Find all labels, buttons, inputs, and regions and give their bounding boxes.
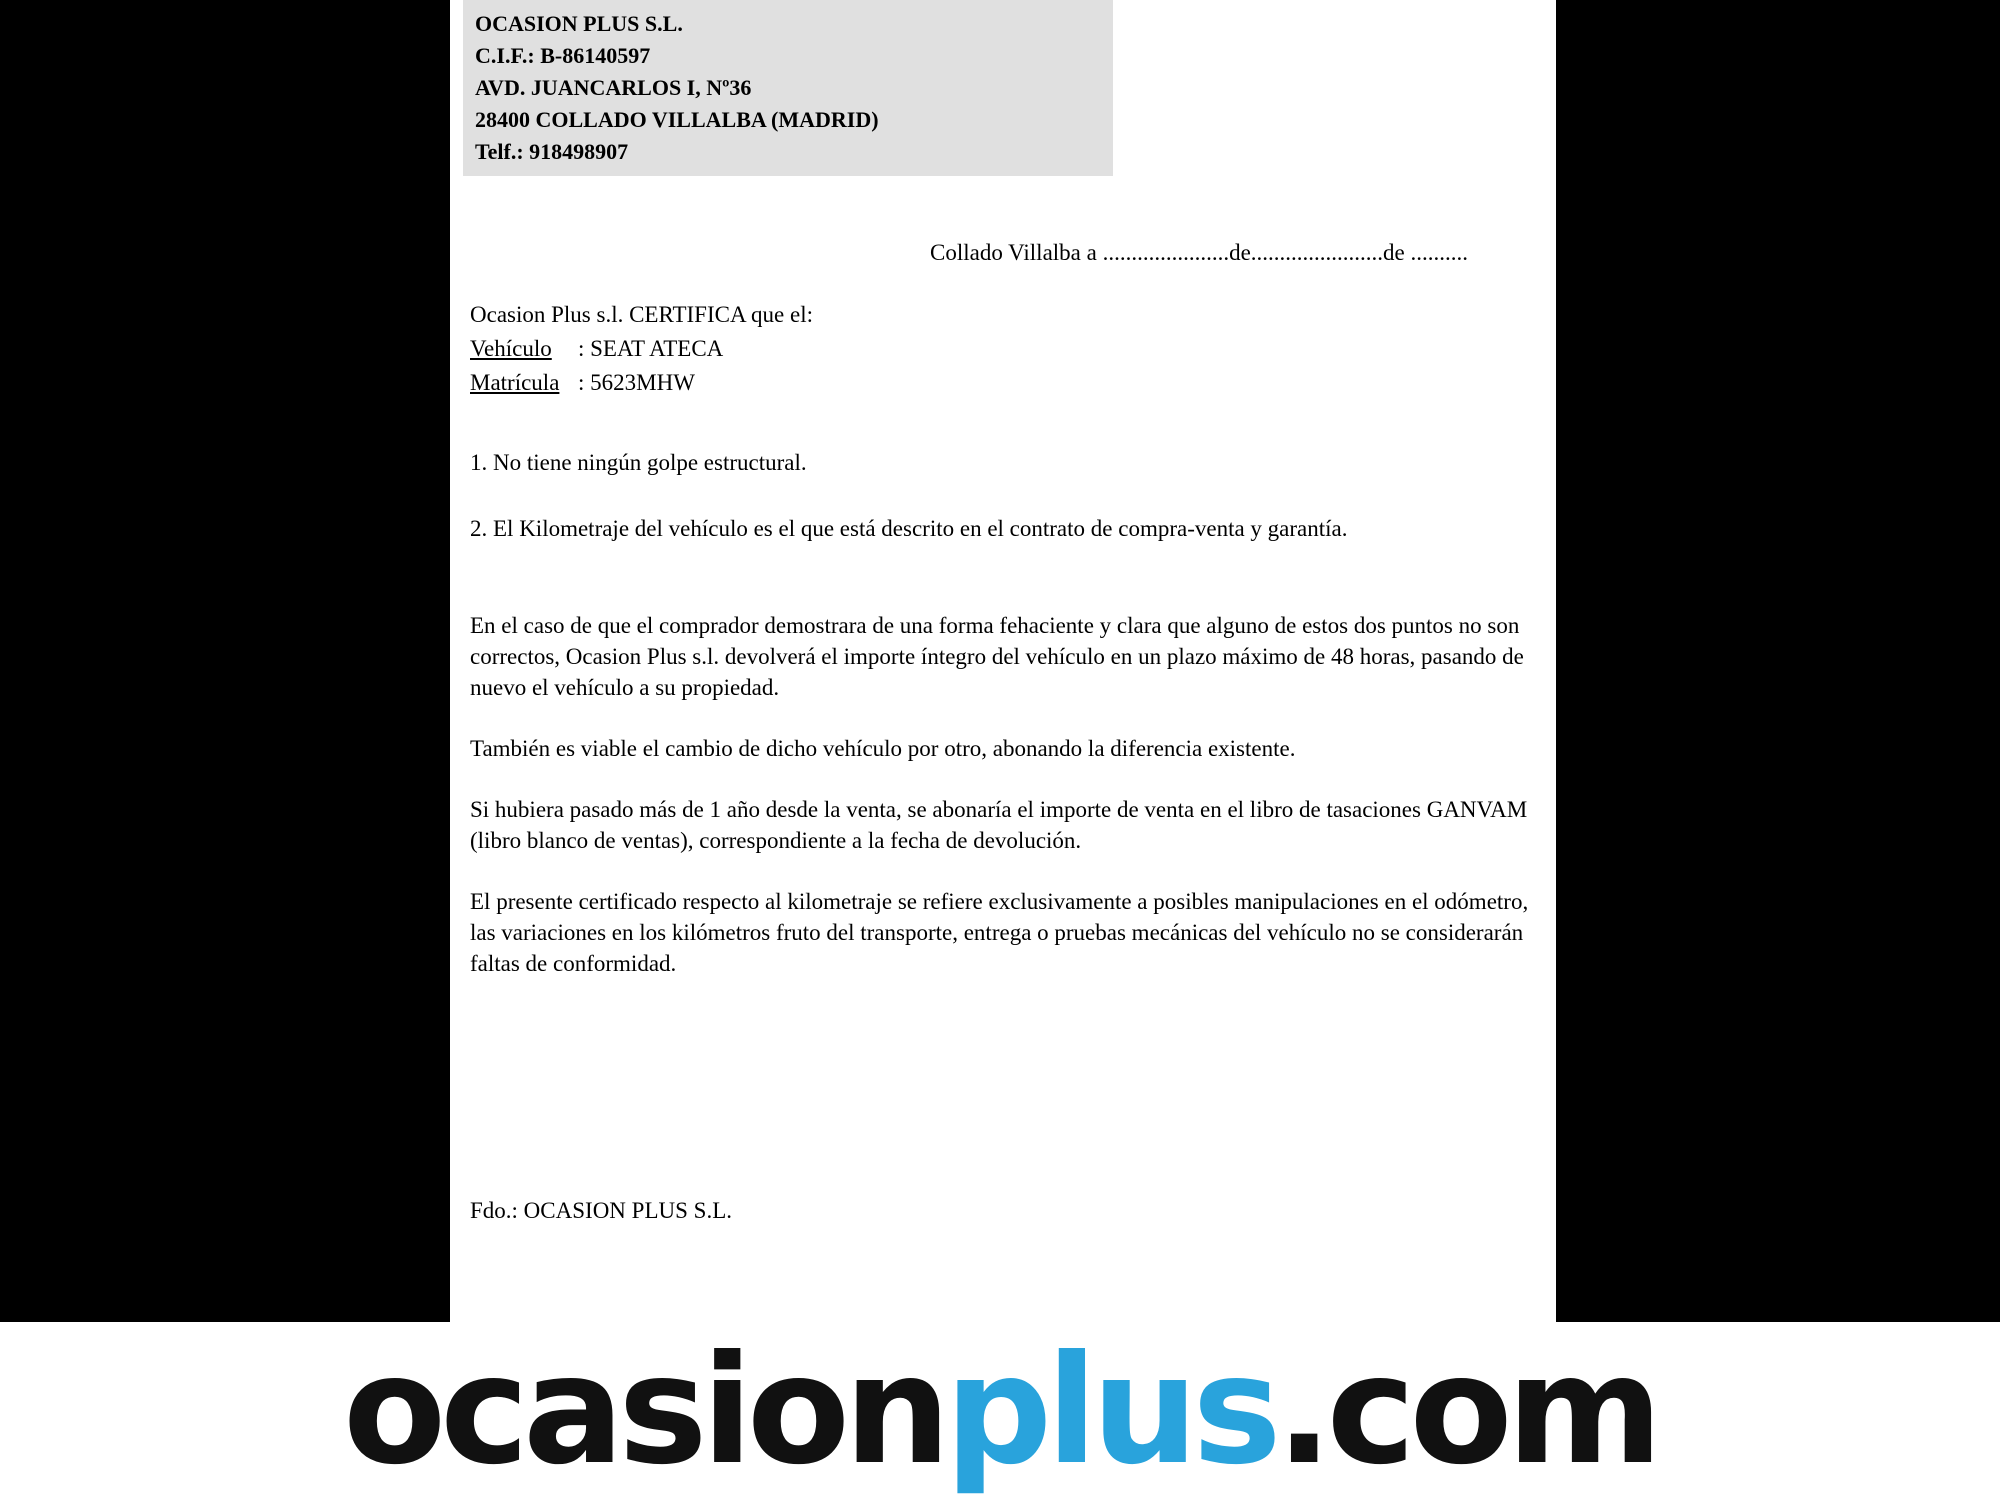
point-1: 1. No tiene ningún golpe estructural. (470, 450, 807, 475)
paragraph-odometer: El presente certificado respecto al kilometraje se refiere exclusivamente a posibles manipulaciones en el odómetro, las variaciones en los kilómetros fruto del transporte, entrega o pruebas mecánicas del vehículo no se considerarán faltas de conformidad. (470, 889, 1529, 976)
signature-line: Fdo.: OCASION PLUS S.L. (470, 1198, 732, 1223)
field-vehiculo (470, 332, 813, 366)
field-vehiculo-value: SEAT ATECA (590, 336, 724, 361)
field-matricula (470, 366, 813, 400)
certification-block (470, 298, 813, 400)
certificate-page (450, 0, 1556, 1322)
company-name: OCASION PLUS S.L. (475, 11, 683, 36)
field-vehiculo-label: Vehículo (470, 336, 552, 361)
field-matricula-separator: : (578, 370, 585, 395)
field-matricula-label: Matrícula (470, 370, 560, 395)
body-text (470, 610, 1536, 1009)
field-vehiculo-separator: : (578, 336, 585, 361)
paragraph-exchange: También es viable el cambio de dicho vehículo por otro, abonando la diferencia existente. (470, 736, 1296, 761)
letterhead-block (463, 0, 1113, 176)
logo-text-domain: .com (1275, 1324, 1657, 1498)
certifies-intro: Ocasion Plus s.l. CERTIFICA que el: (470, 302, 813, 327)
footer-logo-band (0, 1322, 2000, 1500)
page-content (450, 0, 1556, 1322)
logo-text-ocasion: ocasion (343, 1324, 945, 1498)
paragraph-refund: En el caso de que el comprador demostrara de una forma fehaciente y clara que alguno de estos dos puntos no son correctos, Ocasion Plus s.l. devolverá el importe íntegro del vehículo en un plazo máximo de 48 horas, pasando de nuevo el vehículo a su propiedad. (470, 613, 1524, 700)
company-address: AVD. JUANCARLOS I, Nº36 (475, 75, 752, 100)
paragraph-ganvam: Si hubiera pasado más de 1 año desde la venta, se abonaría el importe de venta en el libro de tasaciones GANVAM (libro blanco de ventas), correspondiente a la fecha de devolución. (470, 797, 1528, 853)
company-cif: C.I.F.: B-86140597 (475, 43, 651, 68)
company-phone: Telf.: 918498907 (475, 139, 629, 164)
field-matricula-value: 5623MHW (590, 370, 695, 395)
certified-points (470, 448, 1530, 580)
date-line: Collado Villalba a ......................de.......................de .......... (930, 240, 1468, 265)
point-2: 2. El Kilometraje del vehículo es el que está descrito en el contrato de compra-venta y garantía. (470, 516, 1348, 541)
logo-text-plus: plus (944, 1324, 1276, 1498)
company-city: 28400 COLLADO VILLALBA (MADRID) (475, 107, 879, 132)
ocasionplus-logo (343, 1324, 1657, 1498)
